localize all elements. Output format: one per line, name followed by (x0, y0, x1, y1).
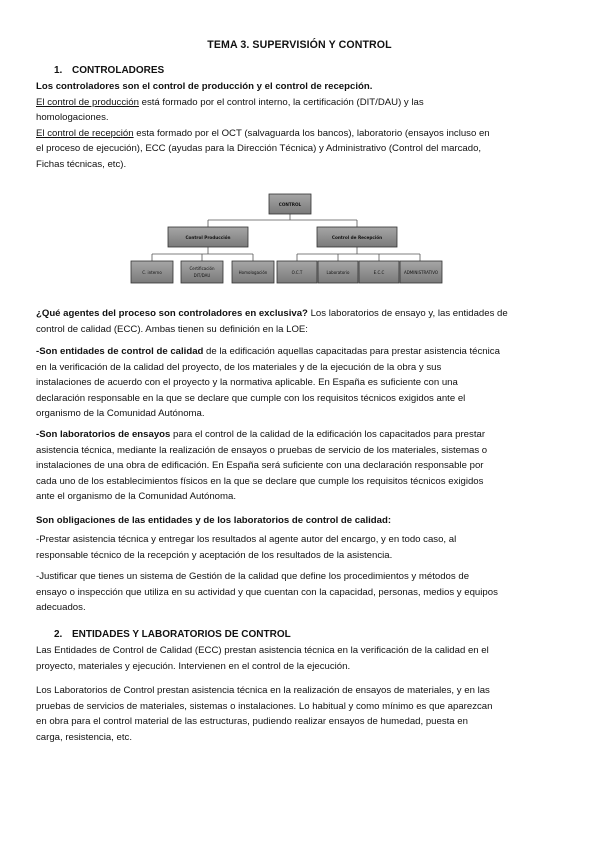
lab-definition-bold: -Son laboratorios de ensayos (36, 429, 171, 440)
section-2-heading (54, 627, 291, 643)
production-control-text-1: está formado por el control interno, la certificación (DIT/DAU) y las (138, 96, 424, 108)
lab-definition-line-5: ante el organismo de la Comunidad Autónoma. (36, 491, 236, 503)
section-2-number: 2. (54, 629, 63, 640)
lab-definition-line-2: asistencia técnica, mediante la realización de ensayos o pruebas de servicio de los materiales, sistemas o (36, 444, 488, 456)
org-leaf-homologation (232, 261, 274, 283)
reception-control-text-3: Fichas técnicas, etc). (36, 158, 127, 170)
obligation-2 (36, 569, 566, 616)
org-leaf-certification (181, 261, 223, 283)
org-leaf-administrative (400, 261, 442, 283)
production-control-term: El control de producción (36, 96, 139, 108)
section-2-paragraph-2 (36, 683, 566, 745)
org-node-production (168, 227, 248, 247)
ecc-definition-bold: -Son entidades de control de calidad (36, 346, 204, 357)
section-1-body (36, 79, 566, 173)
lab-definition-line-4: cada uno de los establecimientos físicos en la que se declare que cumple los requisitos técnicos exigidos (36, 475, 484, 487)
reception-control-text-1: esta formado por el OCT (salvaguarda los bancos), laboratorio (ensayos incluso en (133, 127, 490, 139)
section-2-title: ENTIDADES Y LABORATORIOS DE CONTROL (72, 629, 291, 640)
lab-definition-line-3: instalaciones de una obra de edificación. En España será suficiente con una declaración responsable por (36, 460, 484, 472)
obligation-2-line-2: ensayo o inspección que utiliza en su actividad y que cuentan con la capacidad, personas, medios y equipos (36, 586, 498, 598)
lab-definition (36, 427, 566, 505)
section-1-number: 1. (54, 65, 63, 76)
page-title: TEMA 3. SUPERVISIÓN Y CONTROL (207, 39, 392, 51)
org-node-production-label: Control Producción (185, 235, 231, 240)
org-leaf-laboratory (318, 261, 358, 283)
org-leaf-internal-control-label: C. interno (142, 270, 162, 275)
production-control-text-2: homologaciones. (36, 112, 109, 124)
section-2-p1-line-2: proyecto, materiales y ejecución. Intervienen en el control de la ejecución. (36, 660, 351, 672)
obligations-section (36, 513, 566, 529)
obligation-1 (36, 532, 566, 563)
ecc-definition-line-1: de la edificación aquellas capacitadas para prestar asistencia técnica (203, 346, 500, 357)
section-2-p2-line-1: Los Laboratorios de Control prestan asistencia técnica en la realización de ensayos de materiales, y en las (36, 685, 490, 696)
org-leaf-oct-label: O.C.T (291, 270, 303, 275)
production-control-paragraph (36, 95, 566, 126)
ecc-definition-line-5: organismo de la Comunidad Autónoma. (36, 408, 205, 420)
section-2-p1-line-1: Las Entidades de Control de Calidad (ECC) prestan asistencia técnica en la verificación de la calidad en el (36, 645, 489, 656)
section-2-p2-line-4: carga, resistencia, etc. (36, 731, 132, 743)
section-2-p2-line-3: en obra para el control material de las estructuras, pudiendo realizar ensayos de humedad, puesta en (36, 716, 468, 728)
org-node-root (269, 194, 311, 214)
org-leaf-ecc-label: E.C.C (373, 270, 385, 275)
obligation-1-line-2: responsable técnico de la recepción y aceptación de los resultados de la asistencia. (36, 549, 393, 561)
agents-question-rest: Los laboratorios de ensayo y, las entidades de (307, 308, 508, 319)
obligation-2-line-3: adecuados. (36, 602, 86, 614)
org-node-root-label: CONTROL (278, 202, 302, 207)
org-node-reception-label: Control de Recepción (331, 235, 383, 240)
org-leaf-certification-label-1: Certificación (189, 266, 215, 271)
ecc-definition-line-4: declaración responsable en la que se declare que cumple con los requisitos técnicos exigidos ante el (36, 392, 466, 404)
obligation-1-line-1: -Prestar asistencia técnica y entregar los resultados al agente autor del encargo, y en todo caso, al (36, 534, 457, 545)
section-1-heading (54, 63, 164, 79)
obligations-heading: Son obligaciones de las entidades y de los laboratorios de control de calidad: (36, 515, 392, 526)
reception-control-text-2: el proceso de ejecución), ECC (ayudas para la Dirección Técnica) y Administrativo (Control del marcado, (36, 143, 482, 155)
lab-definition-line-1: para el control de la calidad de la edificación los capacitados para prestar (170, 429, 486, 440)
controllers-intro: Los controladores son el control de producción y el control de recepción. (36, 81, 373, 92)
reception-control-paragraph (36, 126, 566, 173)
agents-section (36, 306, 566, 337)
section-2-p2-line-2: pruebas de servicios de materiales, sistemas o instalaciones. Lo habitual y como mínimo es que aparezcan (36, 700, 493, 712)
org-leaf-internal-control (131, 261, 173, 283)
org-leaf-homologation-label: Homologación (238, 270, 268, 275)
section-1-title: CONTROLADORES (72, 65, 165, 76)
control-org-chart (127, 191, 457, 290)
section-2-paragraph-1 (36, 643, 566, 674)
ecc-definition (36, 344, 566, 422)
agents-question (36, 306, 566, 337)
org-leaf-administrative-label: ADMINISTRATIVO (403, 270, 439, 275)
ecc-definition-line-3: instalaciones de acuerdo con el proyecto y la normativa aplicable. En España es suficiente con una (36, 377, 458, 389)
obligation-2-line-1: -Justificar que tienes un sistema de Gestión de la calidad que define los procedimientos y métodos de (36, 571, 470, 582)
org-chart-svg (127, 191, 457, 290)
agents-question-line-2: control de calidad (ECC). Ambas tienen su definición en la LOE: (36, 323, 308, 335)
org-leaf-oct (277, 261, 317, 283)
org-leaf-laboratory-label: Laboratorio (326, 270, 350, 275)
org-node-reception (317, 227, 397, 247)
ecc-definition-line-2: en la verificación de la calidad del proyecto, de los materiales y de la ejecución de la obra y sus (36, 361, 442, 373)
agents-question-bold: ¿Qué agentes del proceso son controladores en exclusiva? (36, 308, 308, 319)
reception-control-term: El control de recepción (36, 127, 134, 139)
org-leaf-ecc (359, 261, 399, 283)
org-leaf-certification-label-2: DIT/DAU (193, 273, 211, 278)
